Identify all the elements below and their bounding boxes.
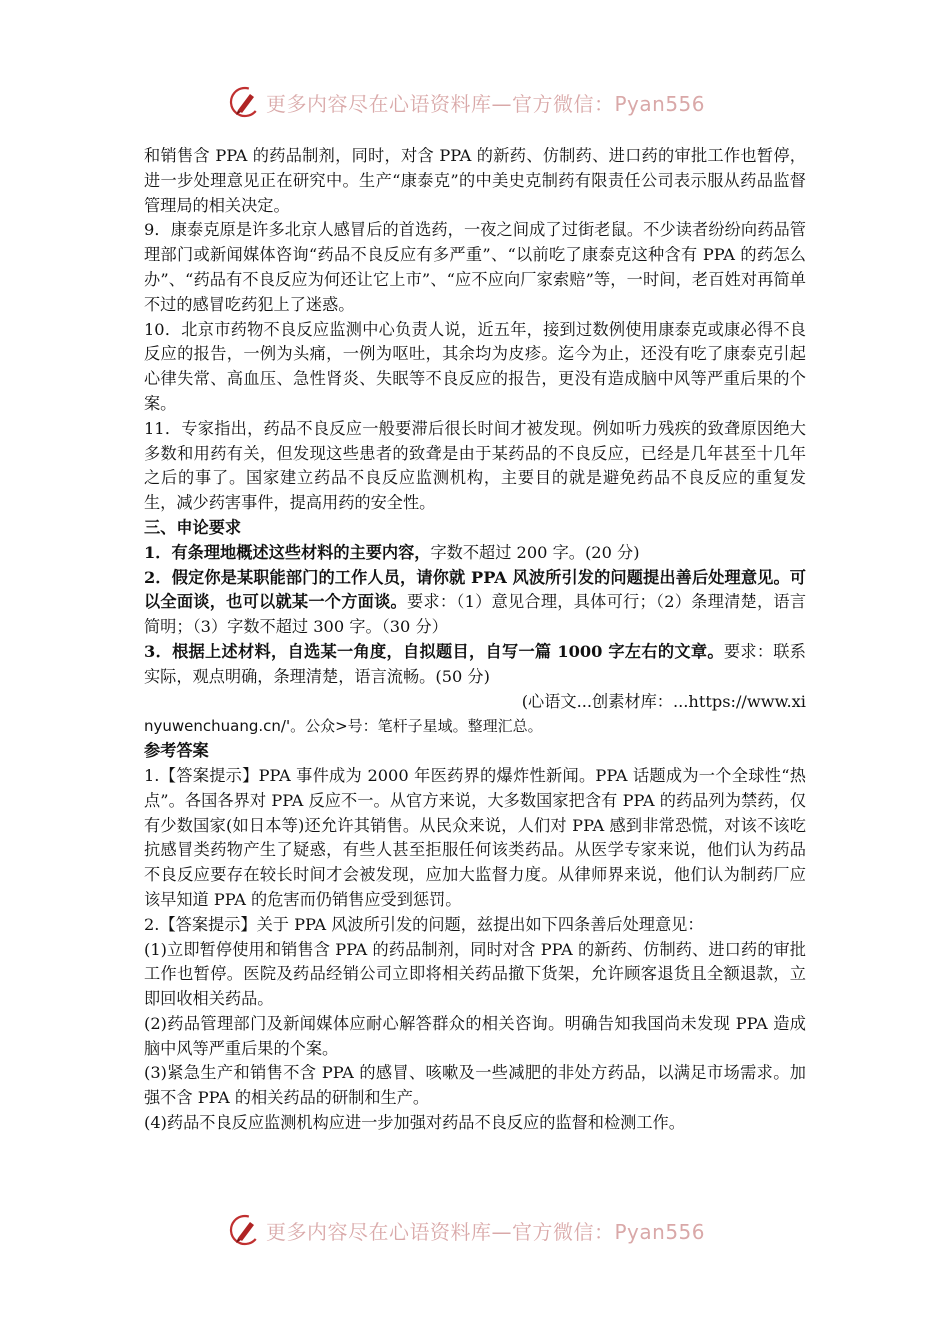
paragraph-10: 10．北京市药物不良反应监测中心负责人说，近五年，接到过数例使用康泰克或康必得不良反应的报告，一例为头痛，一例为呕吐，其余均为皮疹。迄今为止，还没有吃了康泰克引起心律失常、高血压、急性肾炎、失眠等不良反应的报告，更没有造成脑中风等严重后果的个案。 (144, 319, 806, 413)
requirement-3-rest: 要求：联系实际，观点明确，条理清楚，语言流畅。(50 分) (144, 641, 806, 686)
footer-banner (228, 1212, 728, 1248)
pen-nib-logo-icon (228, 1213, 262, 1247)
requirement-1-bold: 1．有条理地概述这些材料的主要内容， (144, 542, 431, 562)
requirement-1-rest: 字数不超过 200 字。(20 分) (430, 542, 640, 562)
requirement-2-rest: 要求：（1）意见合理，具体可行；（2）条理清楚，语言简明；（3）字数不超过 300 字。（30 分） (144, 592, 807, 637)
answers-heading: 参考答案 (144, 741, 209, 761)
answer-2-item-2: (2)药品管理部门及新闻媒体应耐心解答群众的相关咨询。明确告知我国尚未发现 PPA 造成脑中风等严重后果的个案。 (144, 1013, 806, 1058)
paragraph-continuation: 和销售含 PPA 的药品制剂，同时，对含 PPA 的新药、仿制药、进口药的审批工作也暂停，进一步处理意见正在研究中。生产“康泰克”的中美史克制药有限责任公司表示服从药品监督管理局的相关决定。 (144, 146, 806, 215)
answer-2-item-3: (3)紧急生产和销售不含 PPA 的感冒、咳嗽及一些减肥的非处方药品，以满足市场需求。加强不含 PPA 的相关药品的研制和生产。 (144, 1063, 806, 1108)
source-note-line-2: nyuwenchuang.cn/'。公众>号：笔杆子星域。整理汇总。 (144, 717, 543, 736)
header-banner (228, 84, 728, 120)
requirement-3 (144, 640, 806, 690)
requirement-2-bold: 2．假定你是某职能部门的工作人员，请你就 PPA 风波所引发的问题提出善后处理意见。可以全面谈，也可以就某一个方面谈。 (144, 567, 806, 612)
answer-2-item-4: (4)药品不良反应监测机构应进一步加强对药品不良反应的监督和检测工作。 (144, 1113, 685, 1133)
footer-banner-text: 更多内容尽在心语资料库—官方微信：Pyan556 (266, 1219, 706, 1244)
paragraph-9: 9．康泰克原是许多北京人感冒后的首选药，一夜之间成了过街老鼠。不少读者纷纷向药品管理部门或新闻媒体咨询“药品不良反应有多严重”、“以前吃了康泰克这种含有 PPA 的药怎么办”、“药品有不良反应为何还让它上市”、“应不应向厂家索赔”等，一时间，老百姓对再简单不过的感冒吃药犯上了迷惑。 (144, 220, 806, 314)
source-note-line-1: (心语文...创素材库：...https://www.xi (521, 691, 806, 711)
document-body (144, 144, 806, 1136)
requirement-2 (144, 566, 806, 640)
header-banner-text: 更多内容尽在心语资料库—官方微信：Pyan556 (266, 91, 706, 116)
pen-nib-logo-icon (228, 85, 262, 119)
answer-1: 1.【答案提示】PPA 事件成为 2000 年医药界的爆炸性新闻。PPA 话题成为一个全球性“热点”。各国各界对 PPA 反应不一。从官方来说，大多数国家把含有 PPA 的药品列为禁药，仅有少数国家(如日本等)还允许其销售。从民众来说，人们对 PPA 感到非常恐慌，对该不该吃抗感冒类药物产生了疑惑，有些人甚至拒服任何该类药品。从医学专家来说，他们认为药品不良反应要存在较长时间才会被发现，应加大监督力度。从律师界来说，他们认为制药厂应该早知道 PPA 的危害而仍销售应受到惩罚。 (144, 765, 806, 909)
requirement-1 (144, 541, 806, 566)
answer-2: 2.【答案提示】关于 PPA 风波所引发的问题，兹提出如下四条善后处理意见： (144, 914, 704, 934)
answer-2-item-1: (1)立即暂停使用和销售含 PPA 的药品制剂，同时对含 PPA 的新药、仿制药、进口药的审批工作也暂停。医院及药品经销公司立即将相关药品撤下货架，允许顾客退货且全额退款，立即回收相关药品。 (144, 939, 806, 1009)
requirements-heading: 三、申论要求 (144, 517, 242, 537)
requirement-3-bold: 3．根据上述材料，自选某一角度，自拟题目，自写一篇 1000 字左右的文章。 (144, 641, 724, 661)
paragraph-11: 11．专家指出，药品不良反应一般要滞后很长时间才被发现。例如听力残疾的致聋原因绝大多数和用药有关，但发现这些患者的致聋是由于某药品的不良反应，已经是几年甚至十几年之后的事了。国家建立药品不良反应监测机构，主要目的就是避免药品不良反应的重复发生，减少药害事件，提高用药的安全性。 (144, 418, 806, 513)
